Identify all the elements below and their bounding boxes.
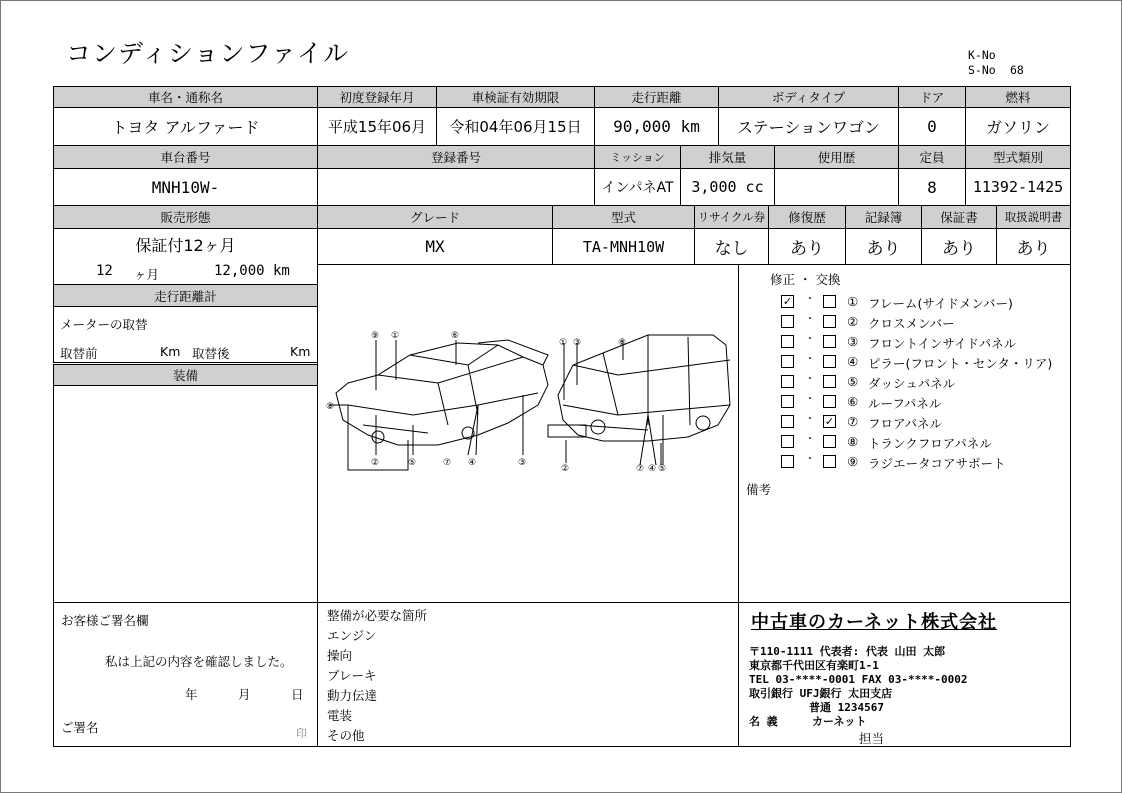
repair-item-label: ラジエータコアサポート (868, 456, 1006, 471)
repair-item-label: ルーフパネル (868, 396, 942, 411)
car-name-header: 車名・通称名 (53, 86, 318, 108)
repair-item-number: ⑥ (847, 394, 859, 409)
warranty-value: あり (921, 228, 997, 265)
sedan-leader-lines (330, 340, 523, 470)
diag-label-sedan-8: ⑧ (326, 402, 335, 412)
repair-item-8 (739, 433, 1069, 451)
repair-item-4 (739, 353, 1069, 371)
company-name: 中古車のカーネット株式会社 (751, 612, 998, 633)
repair-replace-area (738, 264, 1071, 603)
repair-item-number: ② (847, 314, 859, 329)
repair-item-7 (739, 413, 1069, 431)
manual-value: あり (996, 228, 1071, 265)
diag-label-sedan-7: ⑦ (443, 458, 452, 468)
capacity-value: 8 (898, 168, 966, 206)
mission-header: ミッション (594, 145, 681, 169)
signature-header: お客様ご署名欄 (61, 613, 149, 628)
repair-item-5 (739, 373, 1069, 391)
repair-history-value: あり (768, 228, 846, 265)
diag-label-sedan-1: ① (391, 331, 400, 341)
separator-dot: ・ (805, 454, 815, 465)
repair-item-label: ダッシュパネル (868, 376, 956, 391)
separator-dot: ・ (805, 434, 815, 445)
repair-replace-checkbox-7[interactable]: ✓ (824, 415, 835, 428)
repair-fix-checkbox-5[interactable] (781, 375, 794, 388)
body-type-value: ステーションワゴン (718, 107, 899, 146)
diag-label-sedan-2: ② (371, 458, 380, 468)
fuel-header: 燃料 (965, 86, 1071, 108)
seal-label: 印 (296, 727, 307, 740)
first-registration-header: 初度登録年月 (317, 86, 437, 108)
repair-item-label: フロントインサイドパネル (868, 336, 1017, 351)
confirm-text: 私は上記の内容を確認しました。 (105, 654, 293, 669)
repair-item-number: ⑤ (847, 374, 859, 389)
repair-item-number: ③ (847, 334, 859, 349)
maintenance-header: 整備が必要な箇所 (327, 608, 428, 623)
maintenance-item: 操向 (327, 648, 353, 663)
fuel-value: ガソリン (965, 107, 1071, 146)
diag-label-wagon-2: ② (561, 464, 570, 474)
repair-replace-checkbox-5[interactable] (823, 375, 836, 388)
repair-fix-checkbox-3[interactable] (781, 335, 794, 348)
repair-fix-checkbox-4[interactable] (781, 355, 794, 368)
company-account-name: カーネット (812, 715, 867, 728)
repair-item-6 (739, 393, 1069, 411)
meter-replace-cell (53, 306, 318, 363)
warranty-header: 保証書 (921, 205, 997, 229)
sales-km: 12,000 km (214, 263, 290, 279)
diag-label-sedan-4: ④ (468, 458, 477, 468)
diag-label-wagon-3: ③ (573, 338, 582, 348)
model-class-value: 11392-1425 (965, 168, 1071, 206)
repair-item-number: ⑦ (847, 414, 859, 429)
recycle-value: なし (694, 228, 769, 265)
repair-replace-checkbox-3[interactable] (823, 335, 836, 348)
usage-history-header: 使用歴 (774, 145, 899, 169)
separator-dot: ・ (805, 314, 815, 325)
staff-label: 担当 (859, 731, 885, 746)
repair-fix-checkbox-6[interactable] (781, 395, 794, 408)
year-label: 年 (185, 687, 198, 702)
car-name-value: トヨタ アルファード (53, 107, 318, 146)
equipment-header: 装備 (53, 364, 318, 386)
record-book-value: あり (845, 228, 922, 265)
maintenance-item: ブレーキ (327, 668, 377, 683)
equipment-area (53, 385, 318, 603)
repair-fix-checkbox-1[interactable]: ✓ (782, 295, 793, 308)
day-label: 日 (291, 687, 304, 702)
repair-replace-checkbox-6[interactable] (823, 395, 836, 408)
chassis-number-value: MNH10W- (53, 168, 318, 206)
diag-label-wagon-6: ⑥ (618, 338, 627, 348)
displacement-value: 3,000 cc (680, 168, 775, 206)
repair-item-label: フロアパネル (868, 416, 943, 431)
page-title: コンディションファイル (66, 39, 350, 68)
km-unit-1: Km (160, 344, 181, 359)
model-header: 型式 (552, 205, 695, 229)
diag-label-sedan-3: ③ (518, 458, 527, 468)
s-no-label: S-No (968, 63, 996, 77)
car-diagram-area (317, 264, 739, 603)
sedan-body-outline (336, 343, 548, 445)
km-unit-2: Km (290, 344, 311, 359)
remarks-label: 備考 (746, 482, 772, 497)
diag-label-sedan-5: ⑤ (408, 458, 417, 468)
sales-type-header: 販売形態 (53, 205, 318, 229)
sales-months-unit: ヶ月 (134, 267, 160, 282)
manual-header: 取扱説明書 (996, 205, 1071, 229)
chassis-number-header: 車台番号 (53, 145, 318, 169)
meter-replace-label: メーターの取替 (60, 317, 148, 332)
inspection-expiry-header: 車検証有効期限 (436, 86, 595, 108)
wagon-wheel-rear (696, 416, 710, 430)
diag-label-wagon-1: ① (559, 338, 568, 348)
company-address-2: 東京都千代田区有楽町1-1 (749, 659, 879, 672)
repair-fix-checkbox-9[interactable] (781, 455, 794, 468)
repair-history-header: 修復歴 (768, 205, 846, 229)
repair-replace-checkbox-2[interactable] (823, 315, 836, 328)
repair-fix-checkbox-2[interactable] (781, 315, 794, 328)
maintenance-item: その他 (327, 728, 365, 743)
first-registration-value: 平成15年06月 (317, 107, 437, 146)
displacement-header: 排気量 (680, 145, 775, 169)
repair-replace-checkbox-8[interactable] (823, 435, 836, 448)
sales-type-cell (53, 228, 318, 285)
separator-dot: ・ (805, 294, 815, 305)
company-bank: 取引銀行 UFJ銀行 太田支店 (749, 687, 893, 700)
repair-item-number: ⑧ (847, 434, 859, 449)
repair-item-number: ④ (847, 354, 859, 369)
sales-months: 12 (96, 263, 113, 279)
usage-history-value (774, 168, 899, 206)
k-no-label: K-No (968, 48, 996, 62)
mileage-header: 走行距離 (594, 86, 719, 108)
month-label: 月 (238, 687, 251, 702)
model-value: TA-MNH10W (552, 228, 695, 265)
repair-item-label: トランクフロアパネル (868, 436, 992, 451)
separator-dot: ・ (805, 334, 815, 345)
repair-item-3 (739, 333, 1069, 351)
record-book-header: 記録簿 (845, 205, 922, 229)
registration-number-header: 登録番号 (317, 145, 595, 169)
repair-replace-header: 修正 ・ 交換 (770, 272, 841, 287)
mileage-value: 90,000 km (594, 107, 719, 146)
separator-dot: ・ (805, 374, 815, 385)
repair-item-label: フレーム(サイドメンバー) (868, 296, 1013, 311)
separator-dot: ・ (805, 414, 815, 425)
company-area (738, 602, 1071, 747)
diag-label-wagon-5: ⑤ (658, 464, 667, 474)
repair-item-label: クロスメンバー (868, 316, 955, 331)
diag-label-wagon-7: ⑦ (636, 464, 645, 474)
car-structure-diagram (318, 265, 738, 602)
body-type-header: ボディタイプ (718, 86, 899, 108)
company-account: 普通 1234567 (809, 701, 884, 714)
grade-value: MX (317, 228, 553, 265)
repair-item-1 (739, 293, 1069, 311)
maintenance-area (317, 602, 739, 747)
company-account-name-label: 名 義 (749, 715, 778, 728)
repair-replace-checkbox-4[interactable] (823, 355, 836, 368)
inspection-expiry-value: 令和04年06月15日 (436, 107, 595, 146)
model-class-header: 型式類別 (965, 145, 1071, 169)
recycle-header: リサイクル券 (694, 205, 769, 229)
repair-replace-checkbox-9[interactable] (823, 455, 836, 468)
door-value: 0 (898, 107, 966, 146)
capacity-header: 定員 (898, 145, 966, 169)
diag-label-sedan-6: ⑥ (451, 331, 460, 341)
maintenance-item: 動力伝達 (327, 688, 378, 703)
separator-dot: ・ (805, 354, 815, 365)
repair-item-number: ⑨ (847, 454, 859, 469)
company-address-1: 〒110-1111 代表者: 代表 山田 太郎 (749, 645, 946, 658)
repair-item-number: ① (847, 294, 859, 309)
before-replace-label: 取替前 (60, 346, 98, 361)
repair-fix-checkbox-8[interactable] (781, 435, 794, 448)
grade-header: グレード (317, 205, 553, 229)
maintenance-item: エンジン (327, 628, 377, 643)
repair-item-label: ピラー(フロント・センタ・リア) (868, 356, 1053, 371)
diag-label-wagon-4: ④ (648, 464, 657, 474)
after-replace-label: 取替後 (192, 346, 230, 361)
sales-type-value: 保証付12ヶ月 (135, 236, 236, 255)
mileage-meter-header: 走行距離計 (53, 284, 318, 307)
diag-label-sedan-9: ⑨ (371, 331, 380, 341)
repair-item-9 (739, 453, 1069, 471)
s-no-value: 68 (1010, 63, 1024, 77)
door-header: ドア (898, 86, 966, 108)
maintenance-item: 電装 (327, 708, 353, 723)
company-tel-fax: TEL 03-****-0001 FAX 03-****-0002 (749, 673, 968, 686)
repair-fix-checkbox-7[interactable] (781, 415, 794, 428)
separator-dot: ・ (805, 394, 815, 405)
signature-area (53, 602, 318, 747)
registration-number-value (317, 168, 595, 206)
repair-replace-checkbox-1[interactable] (823, 295, 836, 308)
signature-label: ご署名 (61, 720, 99, 735)
mission-value: インパネAT (594, 168, 681, 206)
repair-item-2 (739, 313, 1069, 331)
